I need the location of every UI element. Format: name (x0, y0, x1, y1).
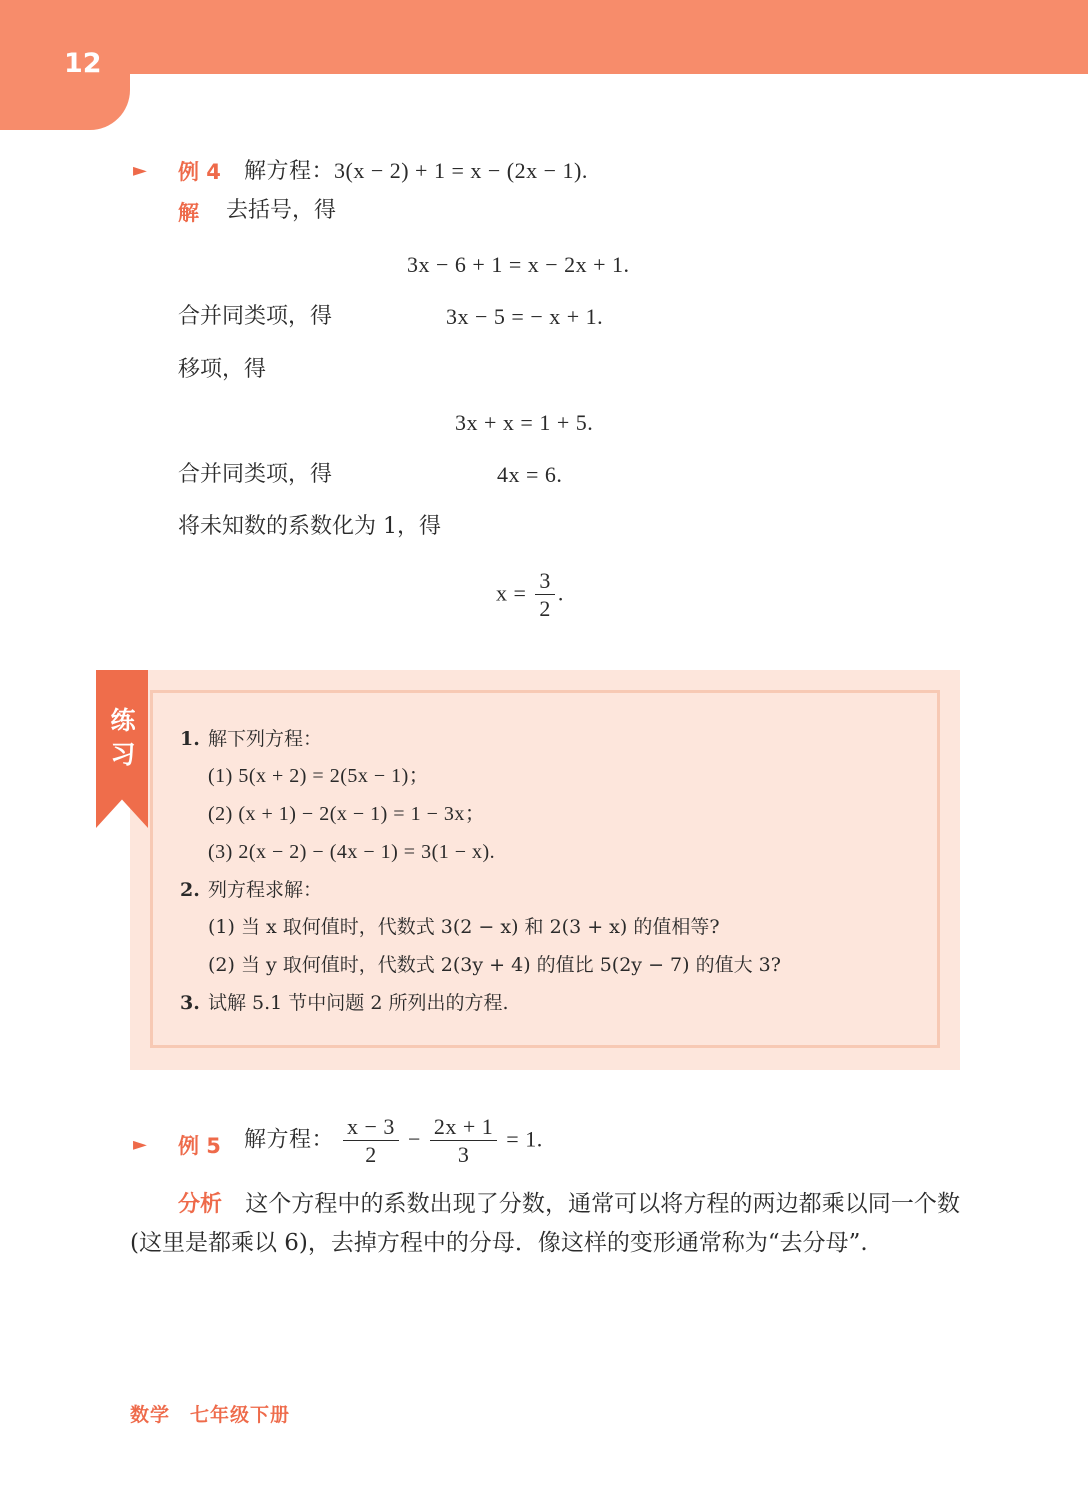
step5-lhs: x = (496, 580, 527, 606)
example5-frac1-num: x − 3 (347, 1114, 395, 1139)
q1-item-1: (1) 5(x + 2) = 2(5x − 1)； (208, 765, 430, 787)
q1-item-2: (2) (x + 1) − 2(x − 1) = 1 − 3x； (208, 803, 486, 825)
q1-number: 1. (180, 728, 200, 750)
q1-text: 解下列方程： (208, 728, 323, 750)
step5-period: . (557, 580, 564, 606)
step5-equation (496, 568, 564, 623)
footer-book-title: 数学 七年级下册 (130, 1404, 291, 1426)
analysis-paragraph (130, 1185, 960, 1263)
q2-item-2: (2) 当 y 取何值时，代数式 2(3y + 4) 的值比 5(2y − 7) 的值大 3? (208, 954, 781, 976)
solution-label: 解 (178, 201, 199, 225)
example5-suffix: = 1. (506, 1126, 543, 1152)
q3-text: 试解 5.1 节中问题 2 所列出的方程. (208, 992, 509, 1014)
step2-equation: 3x − 5 = − x + 1. (446, 304, 604, 329)
step1-text: 去括号，得 (226, 198, 337, 223)
example5-frac2-num: 2x + 1 (433, 1114, 494, 1139)
example5-equation (244, 1114, 543, 1169)
q1-item-3: (3) 2(x − 2) − (4x − 1) = 3(1 − x). (208, 841, 496, 863)
example4-label: 例 4 (178, 160, 221, 184)
step5-numerator: 3 (539, 568, 551, 593)
header-band (0, 0, 1088, 74)
example5-fraction-1 (343, 1114, 399, 1169)
q2-number: 2. (180, 879, 200, 901)
practice-ribbon-label: 练习 (110, 706, 136, 769)
analysis-label: 分析 (178, 1192, 223, 1217)
example5-frac1-den: 2 (343, 1140, 399, 1169)
example5-prefix: 解方程： (244, 1127, 335, 1153)
step4-equation: 4x = 6. (497, 462, 563, 487)
q2-text: 列方程求解： (208, 879, 323, 901)
q3-number: 3. (180, 992, 200, 1014)
example5-arrow-icon: ► (133, 1134, 147, 1155)
analysis-text: 这个方程中的系数出现了分数，通常可以将方程的两边都乘以同一个数(这里是都乘以 6)，去掉方程中的分母．像这样的变形通常称为“去分母”. (130, 1191, 960, 1256)
step3-equation: 3x + x = 1 + 5. (455, 410, 594, 435)
step5-fraction (535, 568, 555, 623)
page-number: 12 (64, 48, 102, 79)
example5-fraction-2 (430, 1114, 497, 1169)
example4-arrow-icon: ► (133, 160, 147, 181)
example5-minus: − (407, 1126, 421, 1152)
example4-statement: 解方程：3(x − 2) + 1 = x − (2x − 1). (244, 158, 588, 183)
example5-frac2-den: 3 (430, 1140, 497, 1169)
step5-denominator: 2 (535, 594, 555, 623)
example5-label: 例 5 (178, 1134, 221, 1158)
q2-item-1: (1) 当 x 取何值时，代数式 3(2 − x) 和 2(3 + x) 的值相等? (208, 916, 720, 938)
step5-text: 将未知数的系数化为 1，得 (178, 514, 441, 539)
step3-text: 移项，得 (178, 357, 267, 382)
step2-text: 合并同类项，得 (178, 304, 333, 329)
step1-equation: 3x − 6 + 1 = x − 2x + 1. (407, 252, 630, 277)
step4-text: 合并同类项，得 (178, 462, 333, 487)
